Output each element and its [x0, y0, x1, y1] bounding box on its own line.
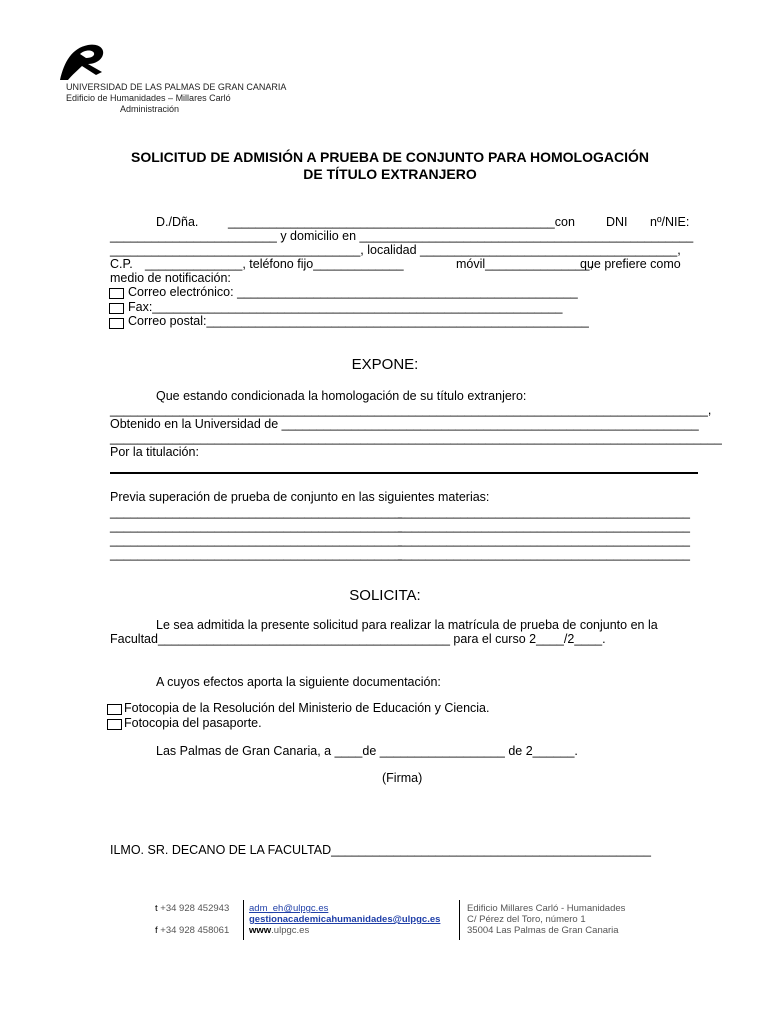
university-name: UNIVERSIDAD DE LAS PALMAS DE GRAN CANARIA — [66, 82, 287, 92]
website-link[interactable] — [249, 924, 309, 937]
signature-label: (Firma) — [382, 771, 423, 785]
expone-heading: EXPONE: — [351, 356, 419, 373]
footer-address-line3: 35004 Las Palmas de Gran Canaria — [467, 925, 619, 936]
footer-address-line1: Edificio Millares Carló - Humanidades — [467, 903, 626, 914]
subject-line[interactable]: __________________________________________ — [398, 505, 690, 519]
mobile-field[interactable]: móvil_______________, — [456, 257, 593, 271]
phone-number: +34 928 452943 — [160, 903, 230, 914]
building-name: Edificio de Humanidades – Millares Carló — [66, 93, 231, 103]
fax-field[interactable]: Fax:___________________________________________________________ — [128, 300, 563, 314]
subject-line[interactable]: __________________________________________ — [110, 533, 402, 547]
subjects-intro: Previa superación de prueba de conjunto en las siguientes materias: — [110, 490, 490, 504]
department-name: Administración — [120, 104, 180, 114]
request-text-line1: Le sea admitida la presente solicitud para realizar la matrícula de prueba de conjunto en la — [156, 618, 658, 632]
footer-phone — [155, 902, 229, 915]
postal-field[interactable]: Correo postal:_______________________________________________________ — [128, 314, 589, 328]
web-prefix: www — [249, 925, 272, 936]
fax-checkbox[interactable] — [109, 303, 124, 314]
subject-line[interactable]: __________________________________________ — [398, 519, 690, 533]
postal-checkbox[interactable] — [109, 318, 124, 329]
fax-prefix: f — [155, 925, 158, 936]
email-checkbox[interactable] — [109, 288, 124, 299]
footer-divider — [243, 900, 244, 940]
subject-line[interactable]: __________________________________________ — [110, 519, 402, 533]
university-field[interactable]: Obtenido en la Universidad de ____________________________________________________________ — [110, 417, 699, 431]
locality-field[interactable]: ____________________________________, localidad _____________________________________, — [110, 243, 681, 257]
resolution-doc-label: Fotocopia de la Resolución del Ministerio de Educación y Ciencia. — [124, 701, 490, 715]
nie-label: nº/NIE: — [650, 215, 690, 229]
address-field[interactable]: ________________________ y domicilio en ________________________________________________ — [110, 229, 694, 243]
footer-address-line2: C/ Pérez del Toro, número 1 — [467, 914, 586, 925]
expone-intro: Que estando condicionada la homologación de su título extranjero: — [156, 389, 527, 403]
email-field[interactable]: Correo electrónico: _________________________________________________ — [128, 285, 578, 299]
form-title-line2: DE TÍTULO EXTRANJERO — [303, 166, 477, 182]
title-field[interactable]: ______________________________________________________________________________________, — [110, 403, 712, 417]
documents-intro: A cuyos efectos aporta la siguiente documentación: — [156, 675, 441, 689]
faculty-course-field[interactable]: Facultad__________________________________________ para el curso 2____/2____. — [110, 632, 606, 646]
dean-addressee[interactable]: ILMO. SR. DECANO DE LA FACULTAD______________________________________________ — [110, 843, 651, 857]
applicant-name-label: D./Dña. — [156, 215, 199, 229]
email-link-admin[interactable]: adm_eh@ulpgc.es — [249, 903, 329, 914]
dni-label: DNI — [606, 215, 628, 229]
landline-field[interactable]: ______________, teléfono fijo_____________ — [145, 257, 404, 271]
subject-line[interactable]: __________________________________________ — [398, 547, 690, 561]
applicant-name-field[interactable]: _______________________________________________con — [228, 215, 575, 229]
passport-checkbox[interactable] — [107, 719, 122, 730]
phone-prefix: t — [155, 903, 158, 914]
postal-code-label: C.P. — [110, 257, 133, 271]
solicita-heading: SOLICITA: — [349, 587, 421, 604]
passport-doc-label: Fotocopia del pasaporte. — [124, 716, 262, 730]
resolution-checkbox[interactable] — [107, 704, 122, 715]
notification-label: medio de notificación: — [110, 271, 231, 285]
form-title-line1: SOLICITUD DE ADMISIÓN A PRUEBA DE CONJUNTO PARA HOMOLOGACIÓN — [130, 149, 649, 165]
university-field-continued[interactable]: ________________________________________________________________________________________ — [110, 431, 722, 445]
fax-number: +34 928 458061 — [160, 925, 230, 936]
subject-line[interactable]: __________________________________________ — [110, 547, 402, 561]
notification-text: que prefiere como — [580, 257, 681, 271]
web-domain: .ulpgc.es — [271, 925, 310, 936]
section-divider — [110, 472, 698, 474]
footer-fax — [155, 924, 229, 937]
degree-label: Por la titulación: — [110, 445, 199, 459]
subject-line[interactable]: __________________________________________ — [398, 533, 690, 547]
university-logo-icon — [58, 42, 108, 82]
subject-line[interactable]: __________________________________________ — [110, 505, 402, 519]
email-link-academic[interactable]: gestionacademicahumanidades@ulpgc.es — [249, 914, 441, 925]
footer-divider — [459, 900, 460, 940]
date-line[interactable]: Las Palmas de Gran Canaria, a ____de __________________ de 2______. — [156, 744, 578, 758]
